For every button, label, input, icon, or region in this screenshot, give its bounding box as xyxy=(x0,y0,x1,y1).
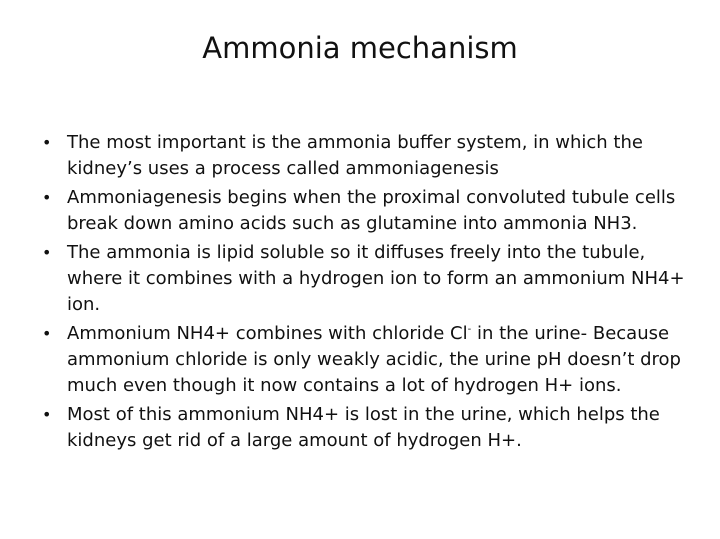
bullet-text xyxy=(67,323,681,396)
slide-title: Ammonia mechanism xyxy=(202,31,518,65)
bullet-text: The most important is the ammonia buffer system, in which the kidney’s uses a process called ammoniagenesis xyxy=(67,132,643,179)
bullet-item xyxy=(36,130,696,182)
bullet-text-part: in the urine- Because ammonium chloride is only weakly acidic, the urine pH doesn’t drop much even though it now contains a lot of hydrogen H+ ions. xyxy=(67,323,681,396)
bullet-list xyxy=(36,130,696,457)
chloride-superscript: - xyxy=(467,324,472,335)
bullet-text: Most of this ammonium NH4+ is lost in the urine, which helps the kidneys get rid of a large amount of hydrogen H+. xyxy=(67,404,660,451)
bullet-item xyxy=(36,185,696,237)
bullet-dot-icon: • xyxy=(42,188,52,207)
bullet-item xyxy=(36,402,696,454)
bullet-text-part: Ammonium NH4+ combines with chloride Cl xyxy=(67,323,468,344)
bullet-dot-icon: • xyxy=(42,324,52,343)
bullet-dot-icon: • xyxy=(42,243,52,262)
bullet-dot-icon: • xyxy=(42,133,52,152)
bullet-dot-icon: • xyxy=(42,405,52,424)
bullet-text: Ammoniagenesis begins when the proximal convoluted tubule cells break down amino acids such as glutamine into ammonia NH3. xyxy=(67,187,676,234)
bullet-item xyxy=(36,321,696,399)
bullet-text: The ammonia is lipid soluble so it diffuses freely into the tubule, where it combines with a hydrogen ion to form an ammonium NH4+ ion. xyxy=(67,242,685,315)
bullet-item xyxy=(36,240,696,318)
